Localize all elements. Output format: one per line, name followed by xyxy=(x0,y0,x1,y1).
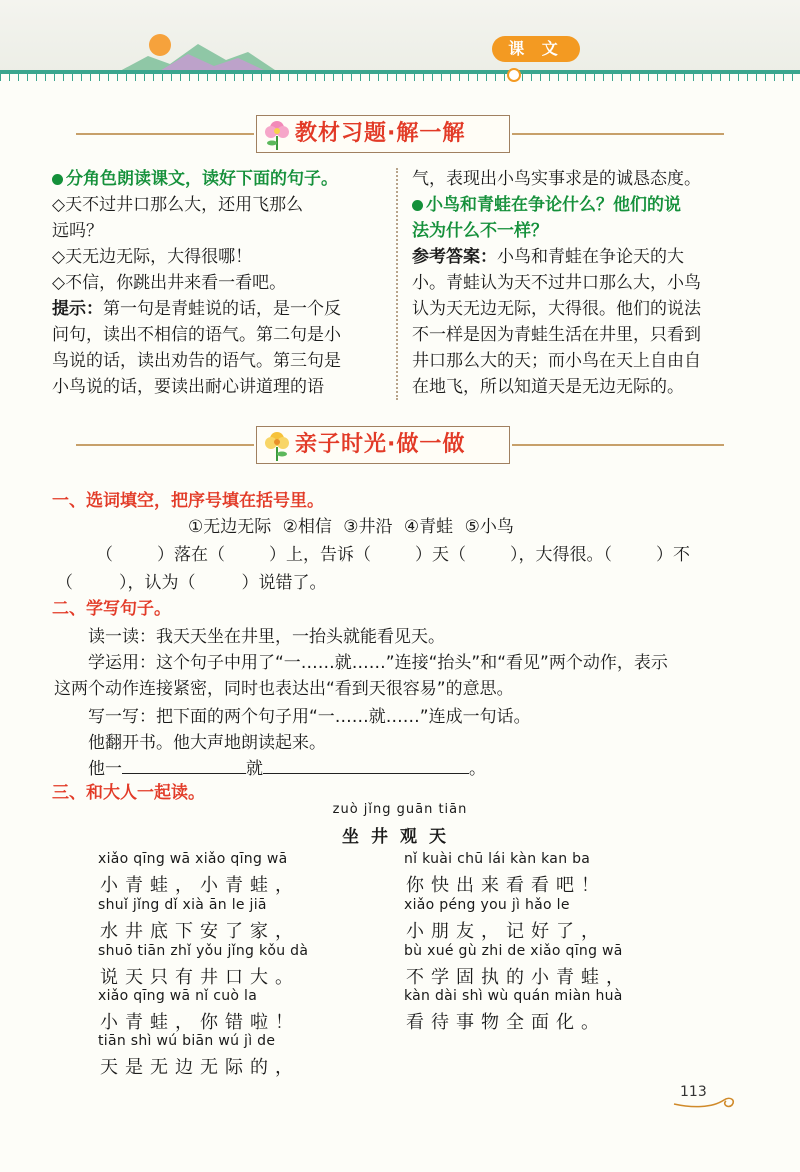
poem-line: 看待事物全面化。 xyxy=(406,1012,606,1033)
answer-line-1: 参考答案：小鸟和青蛙在争论天的大 xyxy=(412,247,684,267)
poem-line: 水井底下安了家， xyxy=(100,921,300,942)
poem-pinyin: tiān shì wú biān wú jì de xyxy=(98,1033,276,1049)
hint-line-2: 问句，读出不相信的语气。第二句是小 xyxy=(52,325,341,345)
poem-pinyin: xiǎo qīng wā nǐ cuò la xyxy=(98,988,258,1004)
bullet-icon xyxy=(412,200,423,211)
sentence-3: ◇不信，你跳出井来看一看吧。 xyxy=(52,273,287,293)
poem-line: 小青蛙，小青蛙， xyxy=(100,875,300,896)
sentence-1-cont: 远吗？ xyxy=(52,221,103,241)
poem-pinyin: xiǎo péng you jì hǎo le xyxy=(404,897,570,913)
section2-title-bar xyxy=(0,426,800,466)
section1-right-column xyxy=(412,166,752,400)
answer-line-4: 不一样是因为青蛙生活在井里，只看到 xyxy=(412,325,701,345)
poem-pinyin: shuō tiān zhǐ yǒu jǐng kǒu dà xyxy=(98,943,309,959)
mountain-sun-decoration-icon xyxy=(118,30,278,72)
word-options: ①无边无际 ②相信 ③井沿 ④青蛙 ⑤小鸟 xyxy=(188,517,514,537)
exercise-3-heading: 三、和大人一起读。 xyxy=(52,783,205,803)
fill-row-1: （ ）落在（ ）上，告诉（ ）天（ ），大得很。（ ）不 xyxy=(96,545,690,565)
exercise-2-heading: 二、学写句子。 xyxy=(52,599,171,619)
answer-line-6: 在地飞，所以知道天是无边无际的。 xyxy=(412,377,684,397)
poem-line: 天是无边无际的， xyxy=(100,1057,300,1078)
poem-title: 坐井观天 xyxy=(342,827,458,847)
example-sentences: 他翻开书。他大声地朗读起来。 xyxy=(88,733,326,753)
hint-line-4: 小鸟说的话，要读出耐心讲道理的语 xyxy=(52,377,324,397)
poem-line: 小朋友，记好了， xyxy=(406,921,606,942)
section1-left-column xyxy=(52,166,388,400)
usage-line-2: 这两个动作连接紧密，同时也表达出“看到天很容易”的意思。 xyxy=(54,679,514,699)
poem-pinyin: bù xué gù zhi de xiǎo qīng wā xyxy=(404,943,623,959)
poem-line: 小青蛙，你错啦！ xyxy=(100,1012,300,1033)
poem-line: 你快出来看看吧！ xyxy=(406,875,606,896)
answer-blank-1[interactable] xyxy=(122,773,246,774)
tab-marker xyxy=(507,68,521,82)
section1-title: 教材习题·解一解 xyxy=(295,121,466,146)
page-number: 113 xyxy=(680,1084,707,1100)
write-instruction: 写一写：把下面的两个句子用“一……就……”连成一句话。 xyxy=(88,707,531,727)
poem-pinyin: shuǐ jǐng dǐ xià ān le jiā xyxy=(98,897,267,913)
hint-line-1: 提示：第一句是青蛙说的话，是一个反 xyxy=(52,299,341,319)
section-tab: 课 文 xyxy=(492,36,580,62)
answer-line-3: 认为天无边无际，大得很。他们的说法 xyxy=(412,299,701,319)
fill-row-2: （ ），认为（ ）说错了。 xyxy=(56,573,327,593)
sentence-1: ◇天不过井口那么大，还用飞那么 xyxy=(52,195,304,215)
question-2-line-1: 小鸟和青蛙在争论什么？他们的说 xyxy=(412,192,752,218)
question-2-line-2: 法为什么不一样？ xyxy=(412,221,548,241)
answer-line-2: 小。青蛙认为天不过井口那么大，小鸟 xyxy=(412,273,701,293)
sentence-2: ◇天无边无际，大得很哪！ xyxy=(52,247,253,267)
section2-title: 亲子时光·做一做 xyxy=(295,432,466,457)
poem-line: 说天只有井口大。 xyxy=(100,967,300,988)
flower-icon xyxy=(261,118,293,150)
poem-line: 不学固执的小青蛙， xyxy=(406,967,631,988)
hint-continuation: 气，表现出小鸟实事求是的诚恳态度。 xyxy=(412,169,701,189)
column-divider xyxy=(396,168,398,400)
poem-title-pinyin: zuò jǐng guān tiān xyxy=(332,802,468,817)
answer-line-5: 井口那么大的天；而小鸟在天上自由自 xyxy=(412,351,701,371)
poem-pinyin: kàn dài shì wù quán miàn huà xyxy=(404,988,623,1004)
section1-title-bar xyxy=(0,115,800,155)
exercise-1-heading: 一、选词填空，把序号填在括号里。 xyxy=(52,491,324,511)
flower-icon xyxy=(261,429,293,461)
hint-line-3: 鸟说的话，读出劝告的语气。第三句是 xyxy=(52,351,341,371)
fill-sentence: 他一 就 。 xyxy=(88,759,486,779)
question-1: 分角色朗读课文，读好下面的句子。 xyxy=(52,166,388,192)
read-sentence: 读一读：我天天坐在井里，一抬头就能看见天。 xyxy=(88,627,445,647)
header-ticks xyxy=(0,74,800,81)
bullet-icon xyxy=(52,174,63,185)
poem-pinyin: nǐ kuài chū lái kàn kan ba xyxy=(404,851,591,867)
poem-pinyin: xiǎo qīng wā xiǎo qīng wā xyxy=(98,851,288,867)
answer-blank-2[interactable] xyxy=(263,773,469,774)
usage-line-1: 学运用：这个句子中用了“一……就……”连接“抬头”和“看见”两个动作，表示 xyxy=(88,653,668,673)
